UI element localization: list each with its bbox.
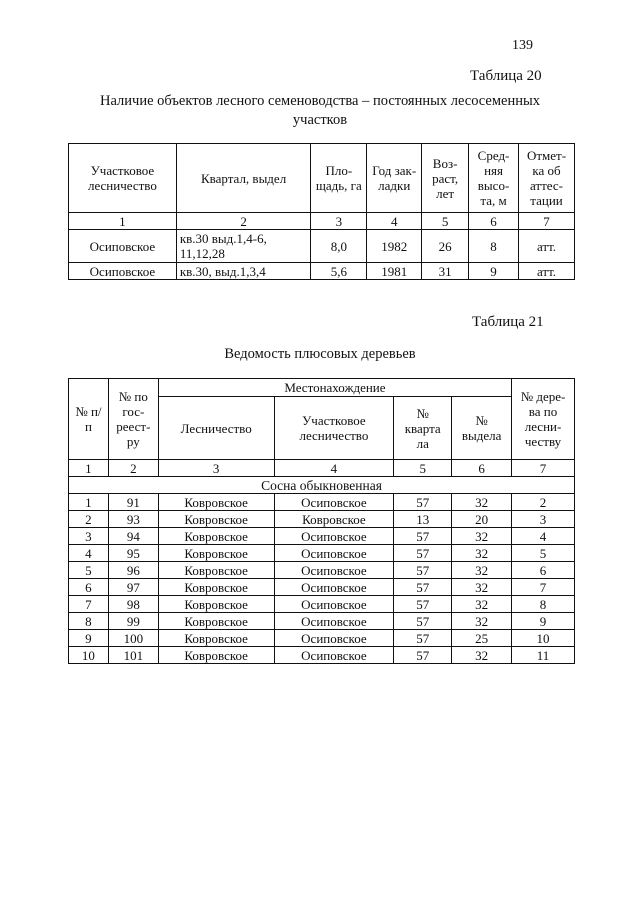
cell: 4 bbox=[69, 545, 109, 562]
seed-plots-table bbox=[68, 143, 575, 280]
cell: 91 bbox=[108, 494, 158, 511]
cell: 32 bbox=[452, 596, 512, 613]
cell: Осиповское bbox=[274, 579, 394, 596]
cell: 9 bbox=[469, 263, 519, 280]
page-number: 139 bbox=[512, 38, 533, 53]
cell: 97 bbox=[108, 579, 158, 596]
cell: Ковровское bbox=[158, 528, 274, 545]
cell: 100 bbox=[108, 630, 158, 647]
cell: 98 bbox=[108, 596, 158, 613]
cell: Ковровское bbox=[158, 613, 274, 630]
cell: 1 bbox=[69, 494, 109, 511]
header-attestation: Отмет-ка об аттес-тации bbox=[519, 144, 575, 213]
cell: Осиповское bbox=[274, 545, 394, 562]
cell: Ковровское bbox=[158, 545, 274, 562]
col-number: 7 bbox=[512, 460, 575, 477]
cell: 2 bbox=[512, 494, 575, 511]
cell: 8 bbox=[69, 613, 109, 630]
cell: Осиповское bbox=[274, 494, 394, 511]
cell: 1981 bbox=[367, 263, 422, 280]
cell: Осиповское bbox=[69, 263, 177, 280]
table-20-title-line1: Наличие объектов лесного семеноводства – постоянных лесосеменных bbox=[100, 93, 540, 109]
cell: 8,0 bbox=[311, 230, 367, 263]
cell: 7 bbox=[512, 579, 575, 596]
table-21-title: Ведомость плюсовых деревьев bbox=[224, 346, 416, 362]
cell: Осиповское bbox=[274, 630, 394, 647]
cell: Ковровское bbox=[158, 630, 274, 647]
cell: 101 bbox=[108, 647, 158, 664]
cell: 1982 bbox=[367, 230, 422, 263]
cell: 11 bbox=[512, 647, 575, 664]
cell: 3 bbox=[512, 511, 575, 528]
table-row bbox=[69, 647, 575, 664]
table-row bbox=[69, 511, 575, 528]
table-row bbox=[69, 494, 575, 511]
table-20-title-line2: участков bbox=[292, 112, 348, 128]
cell: 25 bbox=[452, 630, 512, 647]
col-number: 1 bbox=[69, 460, 109, 477]
header-district: Участковое лесничество bbox=[69, 144, 177, 213]
cell: Ковровское bbox=[158, 596, 274, 613]
cell: 6 bbox=[69, 579, 109, 596]
cell: 94 bbox=[108, 528, 158, 545]
cell: 10 bbox=[512, 630, 575, 647]
header-location: Местонахождение bbox=[158, 379, 511, 397]
cell: 57 bbox=[394, 494, 452, 511]
species-group-label: Сосна обыкновенная bbox=[69, 477, 575, 494]
header-num: № п/п bbox=[69, 379, 109, 460]
table-row bbox=[69, 263, 575, 280]
cell: Ковровское bbox=[158, 579, 274, 596]
cell: 31 bbox=[422, 263, 469, 280]
cell: 8 bbox=[469, 230, 519, 263]
cell: 95 bbox=[108, 545, 158, 562]
table-row bbox=[69, 630, 575, 647]
cell: 57 bbox=[394, 647, 452, 664]
cell: 26 bbox=[422, 230, 469, 263]
header-forestry: Лесничество bbox=[158, 397, 274, 460]
cell: атт. bbox=[519, 230, 575, 263]
col-number: 2 bbox=[176, 213, 311, 230]
cell: 32 bbox=[452, 562, 512, 579]
cell: 32 bbox=[452, 613, 512, 630]
table-row bbox=[69, 528, 575, 545]
cell: 5 bbox=[69, 562, 109, 579]
col-number: 4 bbox=[274, 460, 394, 477]
cell: Ковровское bbox=[158, 562, 274, 579]
cell: кв.30, выд.1,3,4 bbox=[176, 263, 311, 280]
col-number: 3 bbox=[311, 213, 367, 230]
table-row bbox=[69, 230, 575, 263]
cell: 32 bbox=[452, 528, 512, 545]
table-row bbox=[69, 613, 575, 630]
cell: 9 bbox=[512, 613, 575, 630]
cell: кв.30 выд.1,4-6, 11,12,28 bbox=[176, 230, 311, 263]
cell: 5 bbox=[512, 545, 575, 562]
header-height: Сред-няя высо-та, м bbox=[469, 144, 519, 213]
cell: 8 bbox=[512, 596, 575, 613]
table-row bbox=[69, 579, 575, 596]
table-20-title bbox=[70, 92, 570, 130]
cell: 32 bbox=[452, 494, 512, 511]
col-number: 1 bbox=[69, 213, 177, 230]
table-row bbox=[69, 545, 575, 562]
header-quarter-plot: Квартал, выдел bbox=[176, 144, 311, 213]
cell: Осиповское bbox=[274, 596, 394, 613]
table-row bbox=[69, 562, 575, 579]
header-plot: № выдела bbox=[452, 397, 512, 460]
cell: 9 bbox=[69, 630, 109, 647]
col-number: 5 bbox=[394, 460, 452, 477]
cell: 10 bbox=[69, 647, 109, 664]
cell: 57 bbox=[394, 596, 452, 613]
plus-trees-table bbox=[68, 378, 575, 664]
cell: 5,6 bbox=[311, 263, 367, 280]
cell: 57 bbox=[394, 630, 452, 647]
col-number: 4 bbox=[367, 213, 422, 230]
cell: Ковровское bbox=[274, 511, 394, 528]
cell: Осиповское bbox=[274, 647, 394, 664]
col-number: 7 bbox=[519, 213, 575, 230]
cell: 57 bbox=[394, 528, 452, 545]
cell: 20 bbox=[452, 511, 512, 528]
cell: 99 bbox=[108, 613, 158, 630]
cell: 6 bbox=[512, 562, 575, 579]
cell: Осиповское bbox=[274, 613, 394, 630]
col-number: 3 bbox=[158, 460, 274, 477]
cell: 57 bbox=[394, 562, 452, 579]
cell: 93 bbox=[108, 511, 158, 528]
column-numbers-row bbox=[69, 460, 575, 477]
table-20-label: Таблица 20 bbox=[470, 68, 542, 84]
header-area: Пло-щадь, га bbox=[311, 144, 367, 213]
header-age: Воз-раст, лет bbox=[422, 144, 469, 213]
table-row bbox=[69, 596, 575, 613]
header-registry: № по гос-реест-ру bbox=[108, 379, 158, 460]
col-number: 6 bbox=[452, 460, 512, 477]
cell: 13 bbox=[394, 511, 452, 528]
header-year: Год зак-ладки bbox=[367, 144, 422, 213]
group-row bbox=[69, 477, 575, 494]
table-21-label: Таблица 21 bbox=[472, 314, 544, 330]
cell: Осиповское bbox=[274, 528, 394, 545]
cell: 32 bbox=[452, 545, 512, 562]
cell: Осиповское bbox=[69, 230, 177, 263]
cell: 57 bbox=[394, 613, 452, 630]
cell: 2 bbox=[69, 511, 109, 528]
col-number: 6 bbox=[469, 213, 519, 230]
col-number: 5 bbox=[422, 213, 469, 230]
header-district: Участковое лесничество bbox=[274, 397, 394, 460]
cell: 32 bbox=[452, 579, 512, 596]
header-quarter: № кварта ла bbox=[394, 397, 452, 460]
cell: Ковровское bbox=[158, 494, 274, 511]
cell: 7 bbox=[69, 596, 109, 613]
cell: Ковровское bbox=[158, 511, 274, 528]
header-tree-number: № дере-ва по лесни-честву bbox=[512, 379, 575, 460]
column-numbers-row bbox=[69, 213, 575, 230]
cell: 57 bbox=[394, 545, 452, 562]
cell: 32 bbox=[452, 647, 512, 664]
cell: 3 bbox=[69, 528, 109, 545]
cell: 57 bbox=[394, 579, 452, 596]
cell: Ковровское bbox=[158, 647, 274, 664]
cell: Осиповское bbox=[274, 562, 394, 579]
cell: 4 bbox=[512, 528, 575, 545]
col-number: 2 bbox=[108, 460, 158, 477]
cell: атт. bbox=[519, 263, 575, 280]
cell: 96 bbox=[108, 562, 158, 579]
